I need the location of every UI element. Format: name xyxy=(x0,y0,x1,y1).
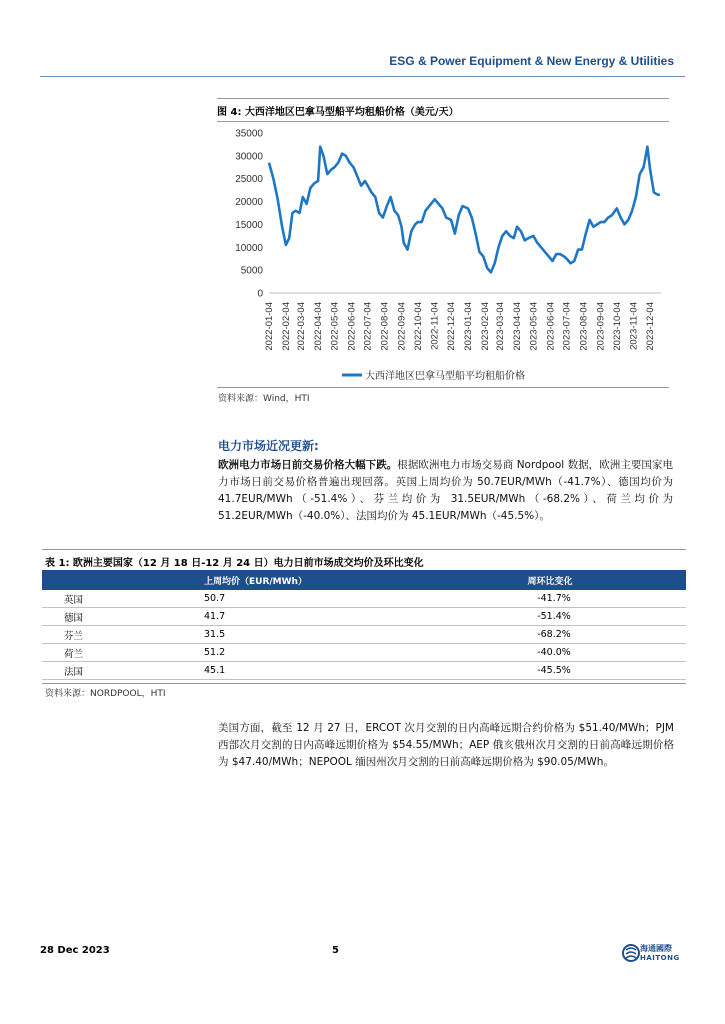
x-tick-label: 2022-04-04 xyxy=(313,302,325,351)
y-tick-label: 10000 xyxy=(235,242,263,254)
avg-price-cell: 51.2 xyxy=(192,644,414,662)
x-tick-label: 2023-04-04 xyxy=(512,302,524,351)
figure-source: 资料来源：Wind，HTI xyxy=(218,394,310,404)
table-row xyxy=(42,662,686,680)
table-row xyxy=(42,644,686,662)
logo-text-cn: 海通國際 xyxy=(640,944,672,953)
legend-label: 大西洋地区巴拿马型船平均租船价格 xyxy=(365,371,525,382)
figure-title: 图 4: 大西洋地区巴拿马型船平均租船价格（美元/天） xyxy=(217,107,459,118)
report-header-title: ESG & Power Equipment & New Energy & Utilities xyxy=(389,54,674,68)
table-header-cell: 上周均价（EUR/MWh） xyxy=(192,570,414,590)
header-divider xyxy=(40,76,685,77)
x-tick-label: 2023-02-04 xyxy=(479,302,491,351)
country-cell: 荷兰 xyxy=(42,644,192,662)
x-tick-label: 2023-08-04 xyxy=(578,302,590,351)
y-tick-label: 30000 xyxy=(235,151,263,163)
x-tick-label: 2022-10-04 xyxy=(412,302,424,351)
y-tick-label: 5000 xyxy=(240,265,263,277)
x-tick-label: 2022-08-04 xyxy=(379,302,391,351)
table-row xyxy=(42,608,686,626)
avg-price-cell: 31.5 xyxy=(192,626,414,644)
x-tick-label: 2023-05-04 xyxy=(528,302,540,351)
x-tick-label: 2022-02-04 xyxy=(280,302,292,351)
x-tick-label: 2022-07-04 xyxy=(362,302,374,351)
avg-price-cell: 50.7 xyxy=(192,590,414,608)
price-table-wrapper xyxy=(42,570,686,680)
us-market-paragraph: 美国方面，截至 12 月 27 日，ERCOT 次月交割的日内高峰远期合约价格为 $51.40/MWh；PJM 西部次月交割的日内高峰远期价格为 $54.55/MWh；AEP 俄亥俄州次月交割的日前高峰远期价格为 $47.40/MWh；NEPOOL 缅因州次月交割的日前高峰远期价格为 $90.05/MWh。 xyxy=(218,722,674,768)
x-tick-label: 2023-07-04 xyxy=(561,302,573,351)
x-tick-label: 2023-09-04 xyxy=(595,302,607,351)
y-tick-label: 15000 xyxy=(235,219,263,231)
x-tick-label: 2022-01-04 xyxy=(264,302,275,351)
charter-rate-line-chart xyxy=(217,122,669,384)
x-tick-label: 2022-09-04 xyxy=(396,302,408,351)
table-bottom-rule xyxy=(42,683,686,684)
x-tick-label: 2023-03-04 xyxy=(495,302,507,351)
price-table xyxy=(42,570,686,680)
x-tick-label: 2022-05-04 xyxy=(329,302,341,351)
x-tick-label: 2023-12-04 xyxy=(645,302,657,351)
table-source: 资料来源：NORDPOOL，HTI xyxy=(45,689,166,699)
paragraph-lead: 欧洲电力市场日前交易价格大幅下跌。 xyxy=(218,459,398,471)
table-header-row xyxy=(42,570,686,590)
y-tick-label: 0 xyxy=(257,288,263,300)
footer-date: 28 Dec 2023 xyxy=(40,945,110,956)
x-axis-labels xyxy=(264,302,656,351)
x-tick-label: 2023-06-04 xyxy=(545,302,557,351)
x-tick-label: 2023-01-04 xyxy=(462,302,474,351)
table-header-cell: 周环比变化 xyxy=(414,570,686,590)
figure-top-rule xyxy=(217,98,669,99)
avg-price-cell: 45.1 xyxy=(192,662,414,680)
series-line xyxy=(269,147,660,273)
y-tick-label: 20000 xyxy=(235,197,263,209)
table-title: 表 1: 欧洲主要国家（12 月 18 日-12 月 24 日）电力日前市场成交均价及环比变化 xyxy=(45,558,424,569)
table-header-cell xyxy=(42,570,192,590)
table-top-rule xyxy=(42,549,686,550)
x-tick-label: 2022-06-04 xyxy=(346,302,358,351)
y-tick-label: 35000 xyxy=(235,128,263,140)
country-cell: 德国 xyxy=(42,608,192,626)
wow-change-cell: -68.2% xyxy=(414,626,686,644)
power-market-paragraph xyxy=(218,457,673,525)
x-tick-label: 2022-03-04 xyxy=(296,302,308,351)
logo-text-en: HAITONG xyxy=(640,954,680,962)
wow-change-cell: -40.0% xyxy=(414,644,686,662)
x-tick-label: 2022-11-04 xyxy=(429,302,441,350)
y-axis-labels xyxy=(235,129,263,300)
country-cell: 芬兰 xyxy=(42,626,192,644)
x-tick-label: 2023-10-04 xyxy=(611,302,623,351)
x-tick-label: 2023-11-04 xyxy=(628,302,640,350)
table-row xyxy=(42,626,686,644)
wow-change-cell: -45.5% xyxy=(414,662,686,680)
wow-change-cell: -51.4% xyxy=(414,608,686,626)
avg-price-cell: 41.7 xyxy=(192,608,414,626)
country-cell: 英国 xyxy=(42,590,192,608)
figure-bottom-rule xyxy=(217,387,669,388)
paragraph-body: 根据欧洲电力市场交易商 Nordpool 数据，欧洲主要国家电力市场日前交易价格普遍出现回落。英国上周均价为 50.7EUR/MWh（-41.7%）、德国均价为 41.7EUR/MWh（-51.4%）、芬兰均价为 31.5EUR/MWh（-68.2%）、荷兰均价为 51.2EUR/MWh（-40.0%）、法国均价为 45.1EUR/MWh（-45.5%）。 xyxy=(218,459,674,522)
country-cell: 法国 xyxy=(42,662,192,680)
section-heading: 电力市场近况更新: xyxy=(218,439,319,453)
y-tick-label: 25000 xyxy=(235,174,263,186)
table-row xyxy=(42,590,686,608)
x-tick-label: 2022-12-04 xyxy=(446,302,458,351)
page-number: 5 xyxy=(332,945,339,956)
wow-change-cell: -41.7% xyxy=(414,590,686,608)
